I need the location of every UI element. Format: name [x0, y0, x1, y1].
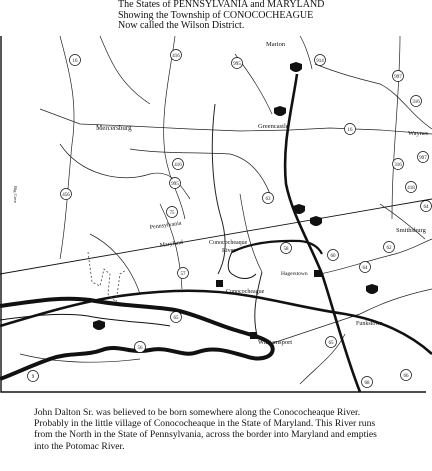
label-smithsburg: Smithsburg [396, 227, 426, 234]
route-68: 68 [364, 381, 370, 386]
route-914: 914 [316, 59, 324, 64]
title-line-3: Now called the Wilson District. [118, 20, 245, 31]
route-75: 75 [169, 211, 175, 216]
route-997-east: 997 [419, 156, 427, 161]
title-line-1: The States of PENNSYLVANIA and MARYLAND [118, 0, 325, 10]
hagerstown-marker [314, 270, 322, 277]
route-995: 995 [171, 182, 179, 187]
route-16-east: 16 [347, 128, 353, 133]
route-66: 66 [403, 374, 409, 379]
route-65: 65 [328, 341, 334, 346]
label-funkstown: Funkstown [356, 321, 383, 327]
route-456: 456 [62, 193, 70, 198]
title-line-2: Showing the Township of CONOCOCHEAGUE [118, 9, 314, 21]
route-64: 64 [423, 205, 429, 210]
label-river-2: River [222, 248, 236, 254]
caption-line-1: John Dalton Sr. was believed to be born somewhere along the Conococheaque River. [34, 407, 361, 418]
map-figure [0, 34, 432, 396]
route-60: 60 [330, 254, 336, 259]
map-border [1, 36, 426, 392]
label-big-cove: Big Cove [13, 186, 18, 204]
route-416-north: 416 [172, 54, 180, 59]
route-997: 997 [394, 75, 402, 80]
williamsport-marker [250, 332, 257, 339]
caption-line-2: Probably in the little village of Conococheaque in the State of Maryland. This River runs [34, 418, 376, 430]
caption [34, 407, 426, 452]
route-57: 57 [180, 272, 186, 277]
route-316-north: 316 [412, 100, 420, 105]
label-pennsylvania: Pennsylvania [149, 220, 182, 231]
route-64-south: 64 [362, 266, 368, 271]
caption-line-4: into the Potomac River. [34, 440, 125, 452]
route-16-west: 16 [72, 59, 78, 64]
route-56: 56 [137, 346, 143, 351]
route-416-south: 416 [174, 163, 182, 168]
label-conococheague: Conococheague [226, 289, 265, 295]
label-river-1: Conococheaque [209, 240, 248, 246]
route-63: 63 [265, 197, 271, 202]
route-65-west: 65 [173, 316, 179, 321]
route-62: 62 [386, 246, 392, 251]
route-58: 58 [283, 247, 289, 252]
label-greencastle: Greencastle [258, 123, 289, 130]
label-waynesboro: Waynes [408, 130, 429, 137]
label-maryland: Maryland [159, 239, 184, 249]
caption-line-3: from the North in the State of Pennsylvania, across the border into Maryland and empties [34, 429, 377, 441]
route-995-north: 995 [233, 62, 241, 67]
interstate-81 [285, 74, 360, 392]
route-316: 316 [394, 163, 402, 168]
conococheague-marker [216, 280, 223, 287]
map-title [118, 0, 378, 32]
label-hagerstown: Hagerstown [281, 271, 308, 277]
potomac-river [0, 299, 273, 379]
route-9: 9 [31, 375, 35, 380]
label-mercersburg: Mercersburg [96, 124, 132, 132]
route-418: 418 [407, 186, 415, 191]
label-marion: Marion [266, 41, 286, 48]
label-williamsport: Williamsport [258, 339, 293, 346]
